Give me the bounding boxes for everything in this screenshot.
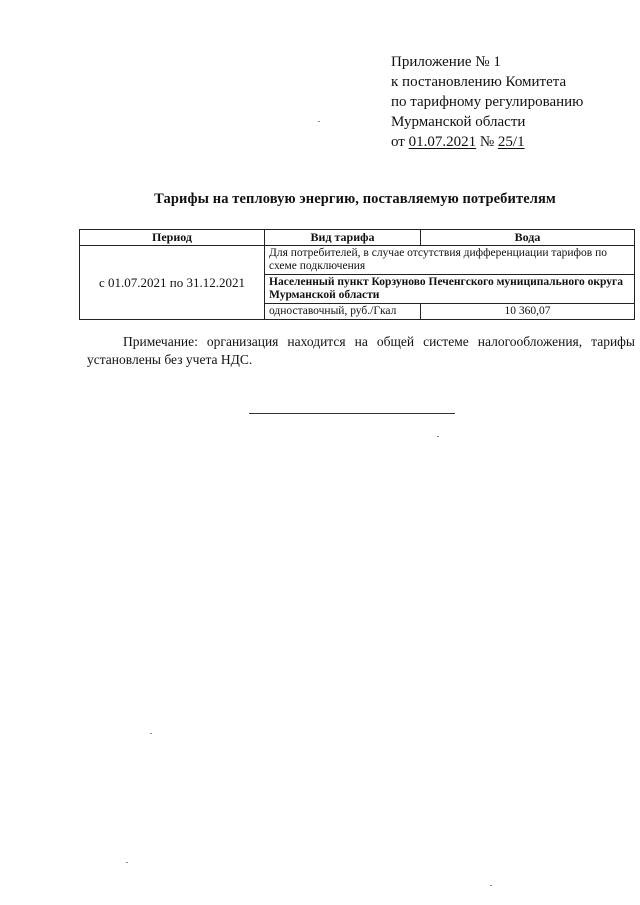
scan-speck bbox=[150, 733, 152, 734]
appendix-date-prefix: от bbox=[391, 134, 405, 150]
appendix-line-1: Приложение № 1 bbox=[391, 54, 501, 70]
period-cell: с 01.07.2021 по 31.12.2021 bbox=[80, 246, 265, 320]
header-period: Период bbox=[80, 230, 265, 246]
scan-speck bbox=[437, 436, 439, 437]
appendix-number-sign: № bbox=[479, 134, 495, 150]
table-header-row bbox=[80, 230, 635, 246]
header-water: Вода bbox=[421, 230, 635, 246]
scan-speck bbox=[126, 862, 128, 863]
header-tariff-type: Вид тарифа bbox=[265, 230, 421, 246]
table-row bbox=[80, 246, 635, 275]
appendix-line-5 bbox=[391, 132, 583, 152]
document-title: Тарифы на тепловую энергию, поставляемую потребителям bbox=[154, 191, 556, 207]
rate-type-cell: одноставочный, руб./Гкал bbox=[265, 304, 421, 320]
appendix-date: 01.07.2021 bbox=[408, 134, 477, 150]
appendix-header bbox=[391, 52, 583, 152]
closing-rule bbox=[249, 413, 455, 414]
scan-speck bbox=[318, 121, 320, 122]
scan-speck bbox=[490, 885, 492, 886]
appendix-line-3: по тарифному регулированию bbox=[391, 94, 584, 110]
appendix-line-2: к постановлению Комитета bbox=[391, 74, 567, 90]
note-paragraph: Примечание: организация находится на общей системе налогообложения, тарифы установлены без учета НДС. bbox=[87, 334, 635, 367]
consumers-cell: Для потребителей, в случае отсутствия дифференциации тарифов по схеме подключения bbox=[265, 246, 635, 275]
appendix-number: 25/1 bbox=[497, 134, 525, 150]
locality-cell: Населенный пункт Корзуново Печенгского муниципального округа Мурманской области bbox=[265, 275, 635, 304]
appendix-line-4: Мурманской области bbox=[391, 114, 526, 130]
tariff-table bbox=[79, 229, 635, 320]
rate-value-cell: 10 360,07 bbox=[421, 304, 635, 320]
